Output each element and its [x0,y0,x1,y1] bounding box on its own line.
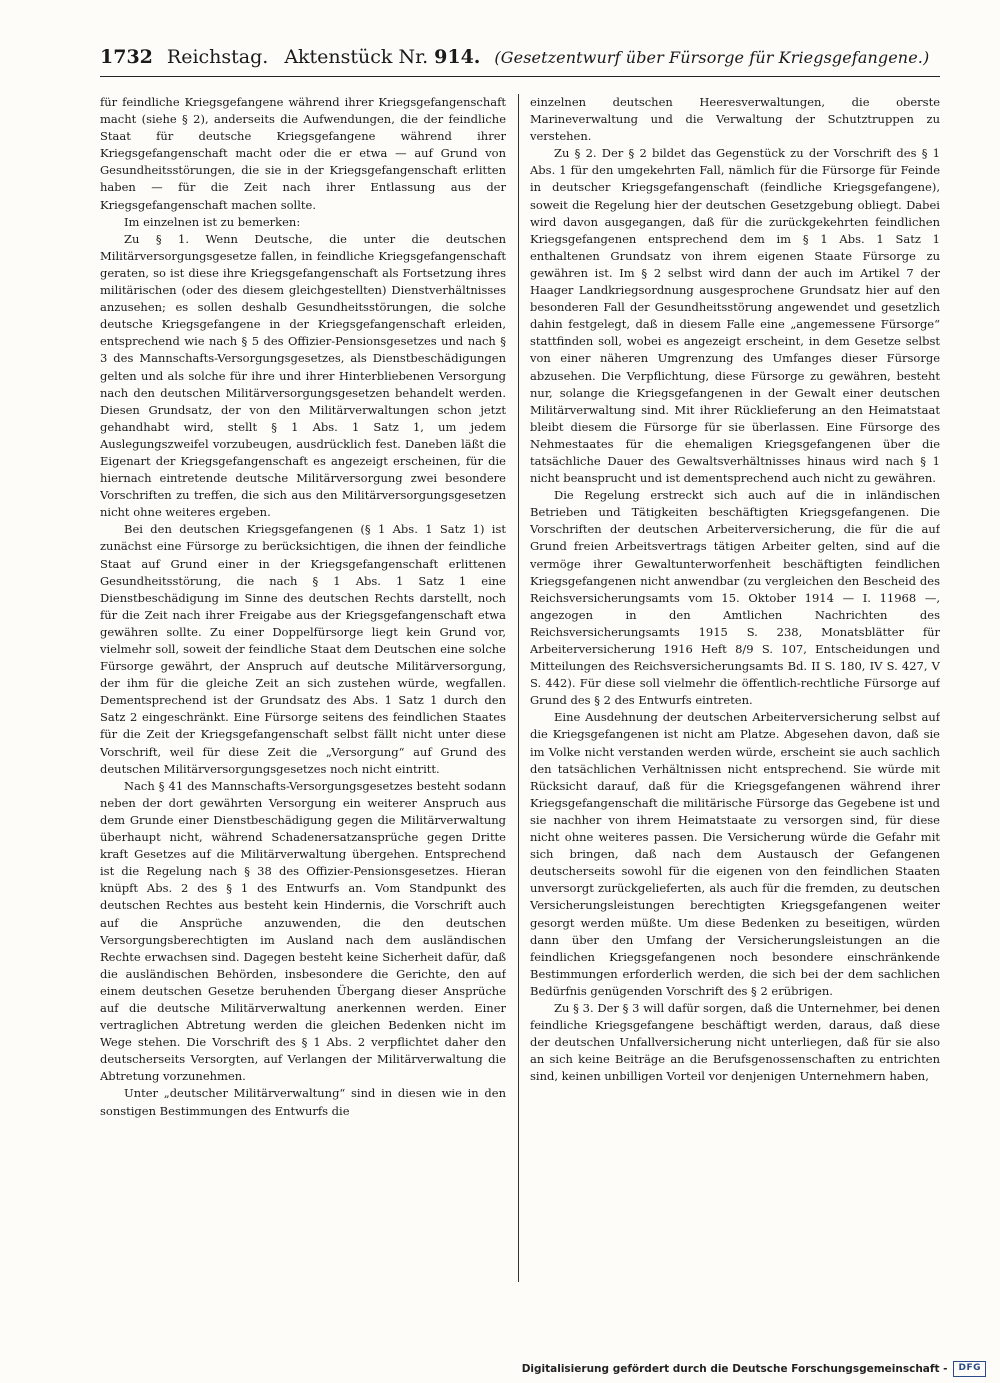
right-column [530,94,940,1294]
publication-title: Reichstag. [166,46,269,68]
paragraph: Unter „deutscher Militärverwaltung“ sind in diesen wie in den sonstigen Bestimmungen des Entwurfs die [100,1086,506,1118]
paragraph: Die Regelung erstreckt sich auch auf die in inländischen Betrieben und Tätigkeiten beschäftigten Kriegsgefangenen. Die Vorschriften der deutschen Arbeiterversicherung, die für die auf Grund freien Arbeitsvertrags tätigen Arbeiter gelten, sind auf die vermöge ihrer Gewaltunterworfenheit beschäftigten feindlichen Kriegsgefangenen nicht anwendbar (zu vergleichen den Bescheid des Reichsversicherungsamts vom 15. Oktober 1914 — I. 11968 —, angezogen in den Amtlichen Nachrichten des Reichsversicherungsamts 1915 S. 238, Monatsblätter für Arbeiterversicherung 1916 Heft 8/9 S. 107, Entscheidungen und Mitteilungen des Reichsversicherungsamts Bd. II S. 180, IV S. 427, V S. 442). Für diese soll vielmehr die öffentlich-rechtliche Fürsorge auf Grund des § 2 des Entwurfs eintreten. [530,488,940,708]
paragraph: Bei den deutschen Kriegsgefangenen (§ 1 Abs. 1 Satz 1) ist zunächst eine Fürsorge zu berücksichtigen, die ihnen der feindliche Staat auf Grund einer in der Kriegsgefangenschaft erlittenen Gesundheitsstörung, die nach § 1 Abs. 1 Satz 1 eine Dienstbeschädigung im Sinne des deutschen Rechts darstellt, noch für die Zeit nach ihrer Freigabe aus der Kriegsgefangenschaft etwa gewähren sollte. Zu einer Doppelfürsorge liegt kein Grund vor, vielmehr soll, soweit der feindliche Staat dem Deutschen eine solche Fürsorge gewährt, der Anspruch auf deutsche Militärversorgung, der ihm für die gleiche Zeit an sich zustehen würde, wegfallen. Dementsprechend ist der Grundsatz des Abs. 1 Satz 1 durch den Satz 2 eingeschränkt. Eine Fürsorge seitens des feindlichen Staates für die Zeit der Kriegsgefangenschaft selbst fällt nicht unter diese Vorschrift, weil für diese Zeit die „Versorgung“ auf Grund des deutschen Militärversorgungsgesetzes noch nicht eintritt. [100,522,506,776]
paragraph: Nach § 41 des Mannschafts-Versorgungsgesetzes besteht sodann neben der dort gewährten Versorgung ein weiterer Anspruch aus dem Grunde einer Dienstbeschädigung gegen die Militärverwaltung überhaupt nicht, während Schadenersatzansprüche gegen Dritte kraft Gesetzes auf die Militärverwaltung übergehen. Entsprechend ist die Regelung nach § 38 des Offizier-Pensionsgesetzes. Hieran knüpft Abs. 2 des § 1 des Entwurfs an. Vom Standpunkt des deutschen Rechtes aus besteht kein Hindernis, die Vorschrift auch auf die Ansprüche anzuwenden, die den deutschen Versorgungsberechtigten im Ausland nach dem ausländischen Rechte erwachsen sind. Dagegen besteht keine Sicherheit dafür, daß die ausländischen Behörden, insbesondere die Gerichte, den auf einem deutschen Gesetze beruhenden Übergang dieser Ansprüche auf die deutsche Militärverwaltung anerkennen werden. Einer vertraglichen Abtretung werden die gleichen Bedenken nicht im Wege stehen. Die Vorschrift des § 1 Abs. 2 verpflichtet daher den deutscherseits Versorgten, auf Verlangen der Militärverwaltung die Abtretung vorzunehmen. [100,778,506,1084]
document-number: 914. [434,46,481,68]
paragraph: Zu § 2. Der § 2 bildet das Gegenstück zu der Vorschrift des § 1 Abs. 1 für den umgekehrten Fall, nämlich für die Fürsorge für Feinde in deutscher Kriegsgefangenschaft (feindliche Kriegsgefangene), soweit die Regelung hier der deutschen Gesetzgebung obliegt. Dabei wird davon ausgegangen, daß für die zurückgekehrten feindlichen Kriegsgefangenen entsprechend dem im § 1 Abs. 1 Satz 1 enthaltenen Grundsatz von ihrem eigenen Staate Fürsorge zu gewähren ist. Im § 2 selbst wird dann der auch im Artikel 7 der Haager Landkriegsordnung ausgesprochene Grundsatz hier auf den besonderen Fall der Gesundheitsstörung angewendet und gesetzlich dahin festgelegt, daß in diesem Falle eine „angemessene Fürsorge“ stattfinden soll, wobei es angezeigt erscheint, in dem Gesetze selbst von einer näheren Umgrenzung des Umfanges dieser Fürsorge abzusehen. Die Verpflichtung, diese Fürsorge zu gewähren, besteht nur, solange die Kriegsgefangenen in der Gewalt einer deutschen Militärverwaltung sind. Mit ihrer Rücklieferung an den Heimatstaat bleibt diesem die Fürsorge für sie überlassen. Eine Fürsorge des Nehmestaates für die ehemaligen Kriegsgefangenen über die tatsächliche Dauer des Gewaltsverhältnisses hinaus wird nach § 1 nicht beansprucht und ist dementsprechend auch nicht zu gewähren. [530,146,940,486]
paragraph: Zu § 1. Wenn Deutsche, die unter die deutschen Militärversorgungsgesetze fallen, in feindliche Kriegsgefangenschaft geraten, so ist diese ihre Kriegsgefangenschaft als Fortsetzung ihres militärischen (oder des diesem gleichgestellten) Dienstverhältnisses anzusehen; es sollen deshalb Gesundheitsstörungen, die solche deutsche Kriegsgefangene in der Kriegsgefangenschaft erleiden, entsprechend wie nach § 5 des Offizier-Pensionsgesetzes und nach § 3 des Mannschafts-Versorgungsgesetzes, als Dienstbeschädigungen gelten und als solche für ihre und ihrer Hinterbliebenen Versorgung nach den deutschen Militärversorgungsgesetzen behandelt werden. Diesen Grundsatz, der von den Militärverwaltungen schon jetzt gehandhabt wird, stellt § 1 Abs. 1 Satz 1, um jedem Auslegungszweifel vorzubeugen, ausdrücklich fest. Daneben läßt die Eigenart der Kriegsgefangenschaft es angezeigt erscheinen, für die hiernach eintretende deutsche Militärversorgung zwei besondere Vorschriften zu treffen, die sich aus den Militärversorgungsgesetzen nicht ohne weiteres ergeben. [100,231,506,520]
paragraph: für feindliche Kriegsgefangene während ihrer Kriegsgefangenschaft macht (siehe § 2), anderseits die Aufwendungen, die der feindliche Staat für deutsche Kriegsgefangene während ihrer Kriegsgefangenschaft macht oder die er etwa — auf Grund von Gesundheitsstörungen, die sie in der Kriegsgefangenschaft erlitten haben — für die Zeit nach ihrer Entlassung aus der Kriegsgefangenschaft machen sollte. [100,95,506,212]
paragraph: Zu § 3. Der § 3 will dafür sorgen, daß die Unternehmer, bei denen feindliche Kriegsgefangene beschäftigt werden, daraus, daß diese der deutschen Unfallversicherung nicht unterliegen, daß für sie also an sich keine Beiträge an die Berufsgenossenschaften zu entrichten sind, keinen unbilligen Vorteil vor denjenigen Unternehmern haben, [530,1000,940,1084]
left-column [100,94,506,1294]
column-divider [518,94,519,1282]
paragraph: einzelnen deutschen Heeresverwaltungen, die oberste Marineverwaltung und die Verwaltung der Schutztruppen zu verstehen. [530,95,940,144]
credit-text: Digitalisierung gefördert durch die Deutsche Forschungsgemeinschaft - [521,1363,948,1375]
dfg-logo: DFG [953,1361,986,1377]
document-topic: (Gesetzentwurf über Fürsorge für Kriegsgefangene.) [494,48,930,67]
digitization-credit [521,1361,986,1377]
page-header [100,42,940,77]
page-number: 1732 [100,46,153,68]
document-label: Aktenstück Nr. [284,46,429,68]
paragraph: Eine Ausdehnung der deutschen Arbeiterversicherung selbst auf die Kriegsgefangenen ist nicht am Platze. Abgesehen davon, daß sie im Volke nicht verstanden werden würde, erscheint sie auch sachlich den tatsächlichen Verhältnissen nicht entsprechend. Sie würde mit Rücksicht darauf, daß für die Kriegsgefangenen während ihrer Kriegsgefangenschaft die militärische Fürsorge das Gegebene ist und sie nachher von ihrem Heimatstaate zu versorgen sind, für diese nicht ohne weiteres passen. Die Versicherung würde die Gefahr mit sich bringen, daß nach dem Austausch der Gefangenen deutscherseits sowohl für die eigenen von den feindlichen Staaten unversorgt zurückgelieferten, als auch für die fremden, zu deutschen Versicherungsleistungen berechtigten Kriegsgefangenen weiter gesorgt werden müßte. Um diese Bedenken zu beseitigen, würden dann über den Umfang der Versicherungsleistungen an die feindlichen Kriegsgefangenen noch besondere einschränkende Bestimmungen erforderlich werden, die sich bei der dem sachlichen Bedürfnis genügenden Vorschrift des § 2 erübrigen. [530,710,940,998]
paragraph: Im einzelnen ist zu bemerken: [124,214,301,229]
